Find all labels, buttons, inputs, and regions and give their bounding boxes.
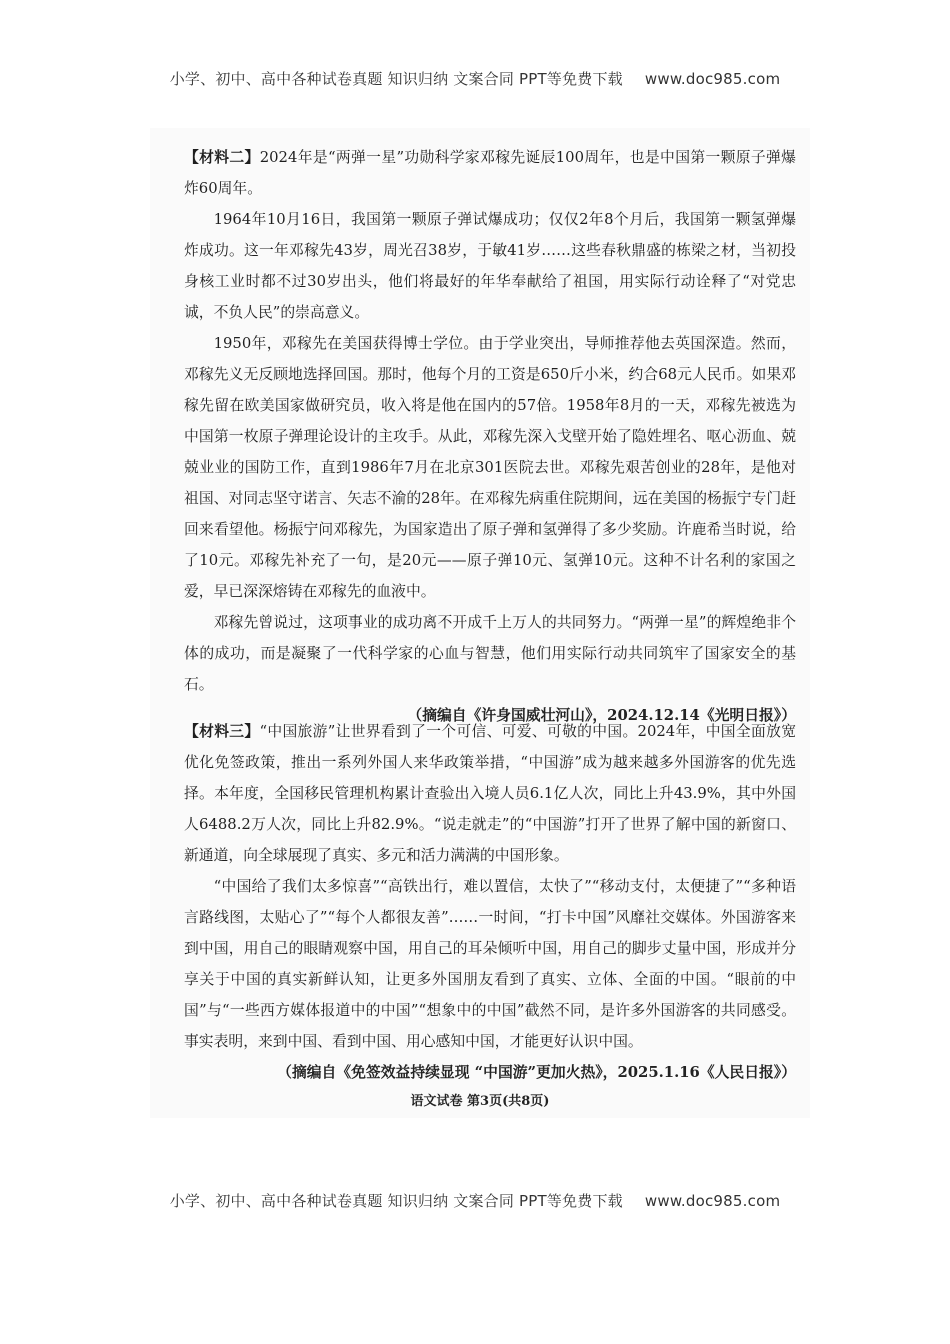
material-two-paragraph-2: 1950年，邓稼先在美国获得博士学位。由于学业突出，导师推荐他去英国深造。然而，邓稼先义无反顾地选择回国。那时，他每个月的工资是650斤小米，约合68元人民币。如果邓稼先留在欧美国家做研究员，收入将是他在国内的57倍。1958年8月的一天，邓稼先被选为中国第一枚原子弹理论设计的主攻手。从此，邓稼先深入戈壁开始了隐姓埋名、呕心沥血、兢兢业业的国防工作，直到1986年7月在北京301医院去世。邓稼先艰苦创业的28年，是他对祖国、对同志坚守诺言、矢志不渝的28年。在邓稼先病重住院期间，远在美国的杨振宁专门赶回来看望他。杨振宁问邓稼先，为国家造出了原子弹和氢弹得了多少奖励。许鹿希当时说，给了10元。邓稼先补充了一句，是20元——原子弹10元、氢弹10元。这种不计名利的家国之爱，早已深深熔铸在邓稼先的血液中。	[184, 335, 796, 600]
watermark-header	[0, 68, 950, 89]
material-three-source: （摘编自《免签效益持续显现 “中国游”更加火热》，2025.1.16《人民日报》）	[277, 1064, 796, 1081]
watermark-url[interactable]: www.doc985.com	[644, 70, 781, 88]
watermark-text: 小学、初中、高中各种试卷真题 知识归纳 文案合同 PPT等免费下载	[169, 1192, 623, 1210]
material-three-intro: 【材料三】“中国旅游”让世界看到了一个可信、可爱、可敬的中国。2024年，中国全面放宽优化免签政策，推出一系列外国人来华政策举措，“中国游”成为越来越多外国游客的优先选择。本年度，全国移民管理机构累计查验出入境人员6.1亿人次，同比上升43.9%，其中外国人6488.2万人次，同比上升82.9%。“说走就走”的“中国游”打开了世界了解中国的新窗口、新通道，向全球展现了真实、多元和活力满满的中国形象。	[184, 723, 796, 864]
material-two-paragraph-1: 1964年10月16日，我国第一颗原子弹试爆成功；仅仅2年8个月后，我国第一颗氢弹爆炸成功。这一年邓稼先43岁，周光召38岁，于敏41岁……这些春秋鼎盛的栋梁之材，当初投身核工业时都不过30岁出头，他们将最好的年华奉献给了祖国，用实际行动诠释了“对党忠诚，不负人民”的崇高意义。	[184, 211, 796, 321]
material-two-intro: 【材料二】2024年是“两弹一星”功勋科学家邓稼先诞辰100周年，也是中国第一颗原子弹爆炸60周年。	[184, 149, 796, 197]
material-two-paragraph-3: 邓稼先曾说过，这项事业的成功离不开成千上万人的共同努力。“两弹一星”的辉煌绝非个体的成功，而是凝聚了一代科学家的心血与智慧，他们用实际行动共同筑牢了国家安全的基石。	[184, 614, 796, 693]
material-three-paragraph-1: “中国给了我们太多惊喜”“高铁出行，难以置信，太快了”“移动支付，太便捷了”“多种语言路线图，太贴心了”“每个人都很友善”……一时间，“打卡中国”风靡社交媒体。外国游客来到中国，用自己的眼睛观察中国，用自己的耳朵倾听中国，用自己的脚步丈量中国，形成并分享关于中国的真实新鲜认知，让更多外国朋友看到了真实、立体、全面的中国。“眼前的中国”与“一些西方媒体报道中的中国”“想象中的中国”截然不同，是许多外国游客的共同感受。事实表明，来到中国、看到中国、用心感知中国，才能更好认识中国。	[184, 878, 796, 1050]
material-two-label: 【材料二】	[184, 149, 260, 166]
material-three-label: 【材料三】	[184, 723, 260, 740]
material-two-source: （摘编自《许身国威壮河山》，2024.12.14《光明日报》）	[407, 707, 796, 724]
exam-page-number: 语文试卷 第3页(共8页)	[410, 1094, 550, 1109]
watermark-footer	[0, 1190, 950, 1211]
material-two	[184, 142, 796, 731]
watermark-text: 小学、初中、高中各种试卷真题 知识归纳 文案合同 PPT等免费下载	[169, 70, 623, 88]
material-three	[184, 716, 796, 1088]
watermark-url[interactable]: www.doc985.com	[644, 1192, 781, 1210]
